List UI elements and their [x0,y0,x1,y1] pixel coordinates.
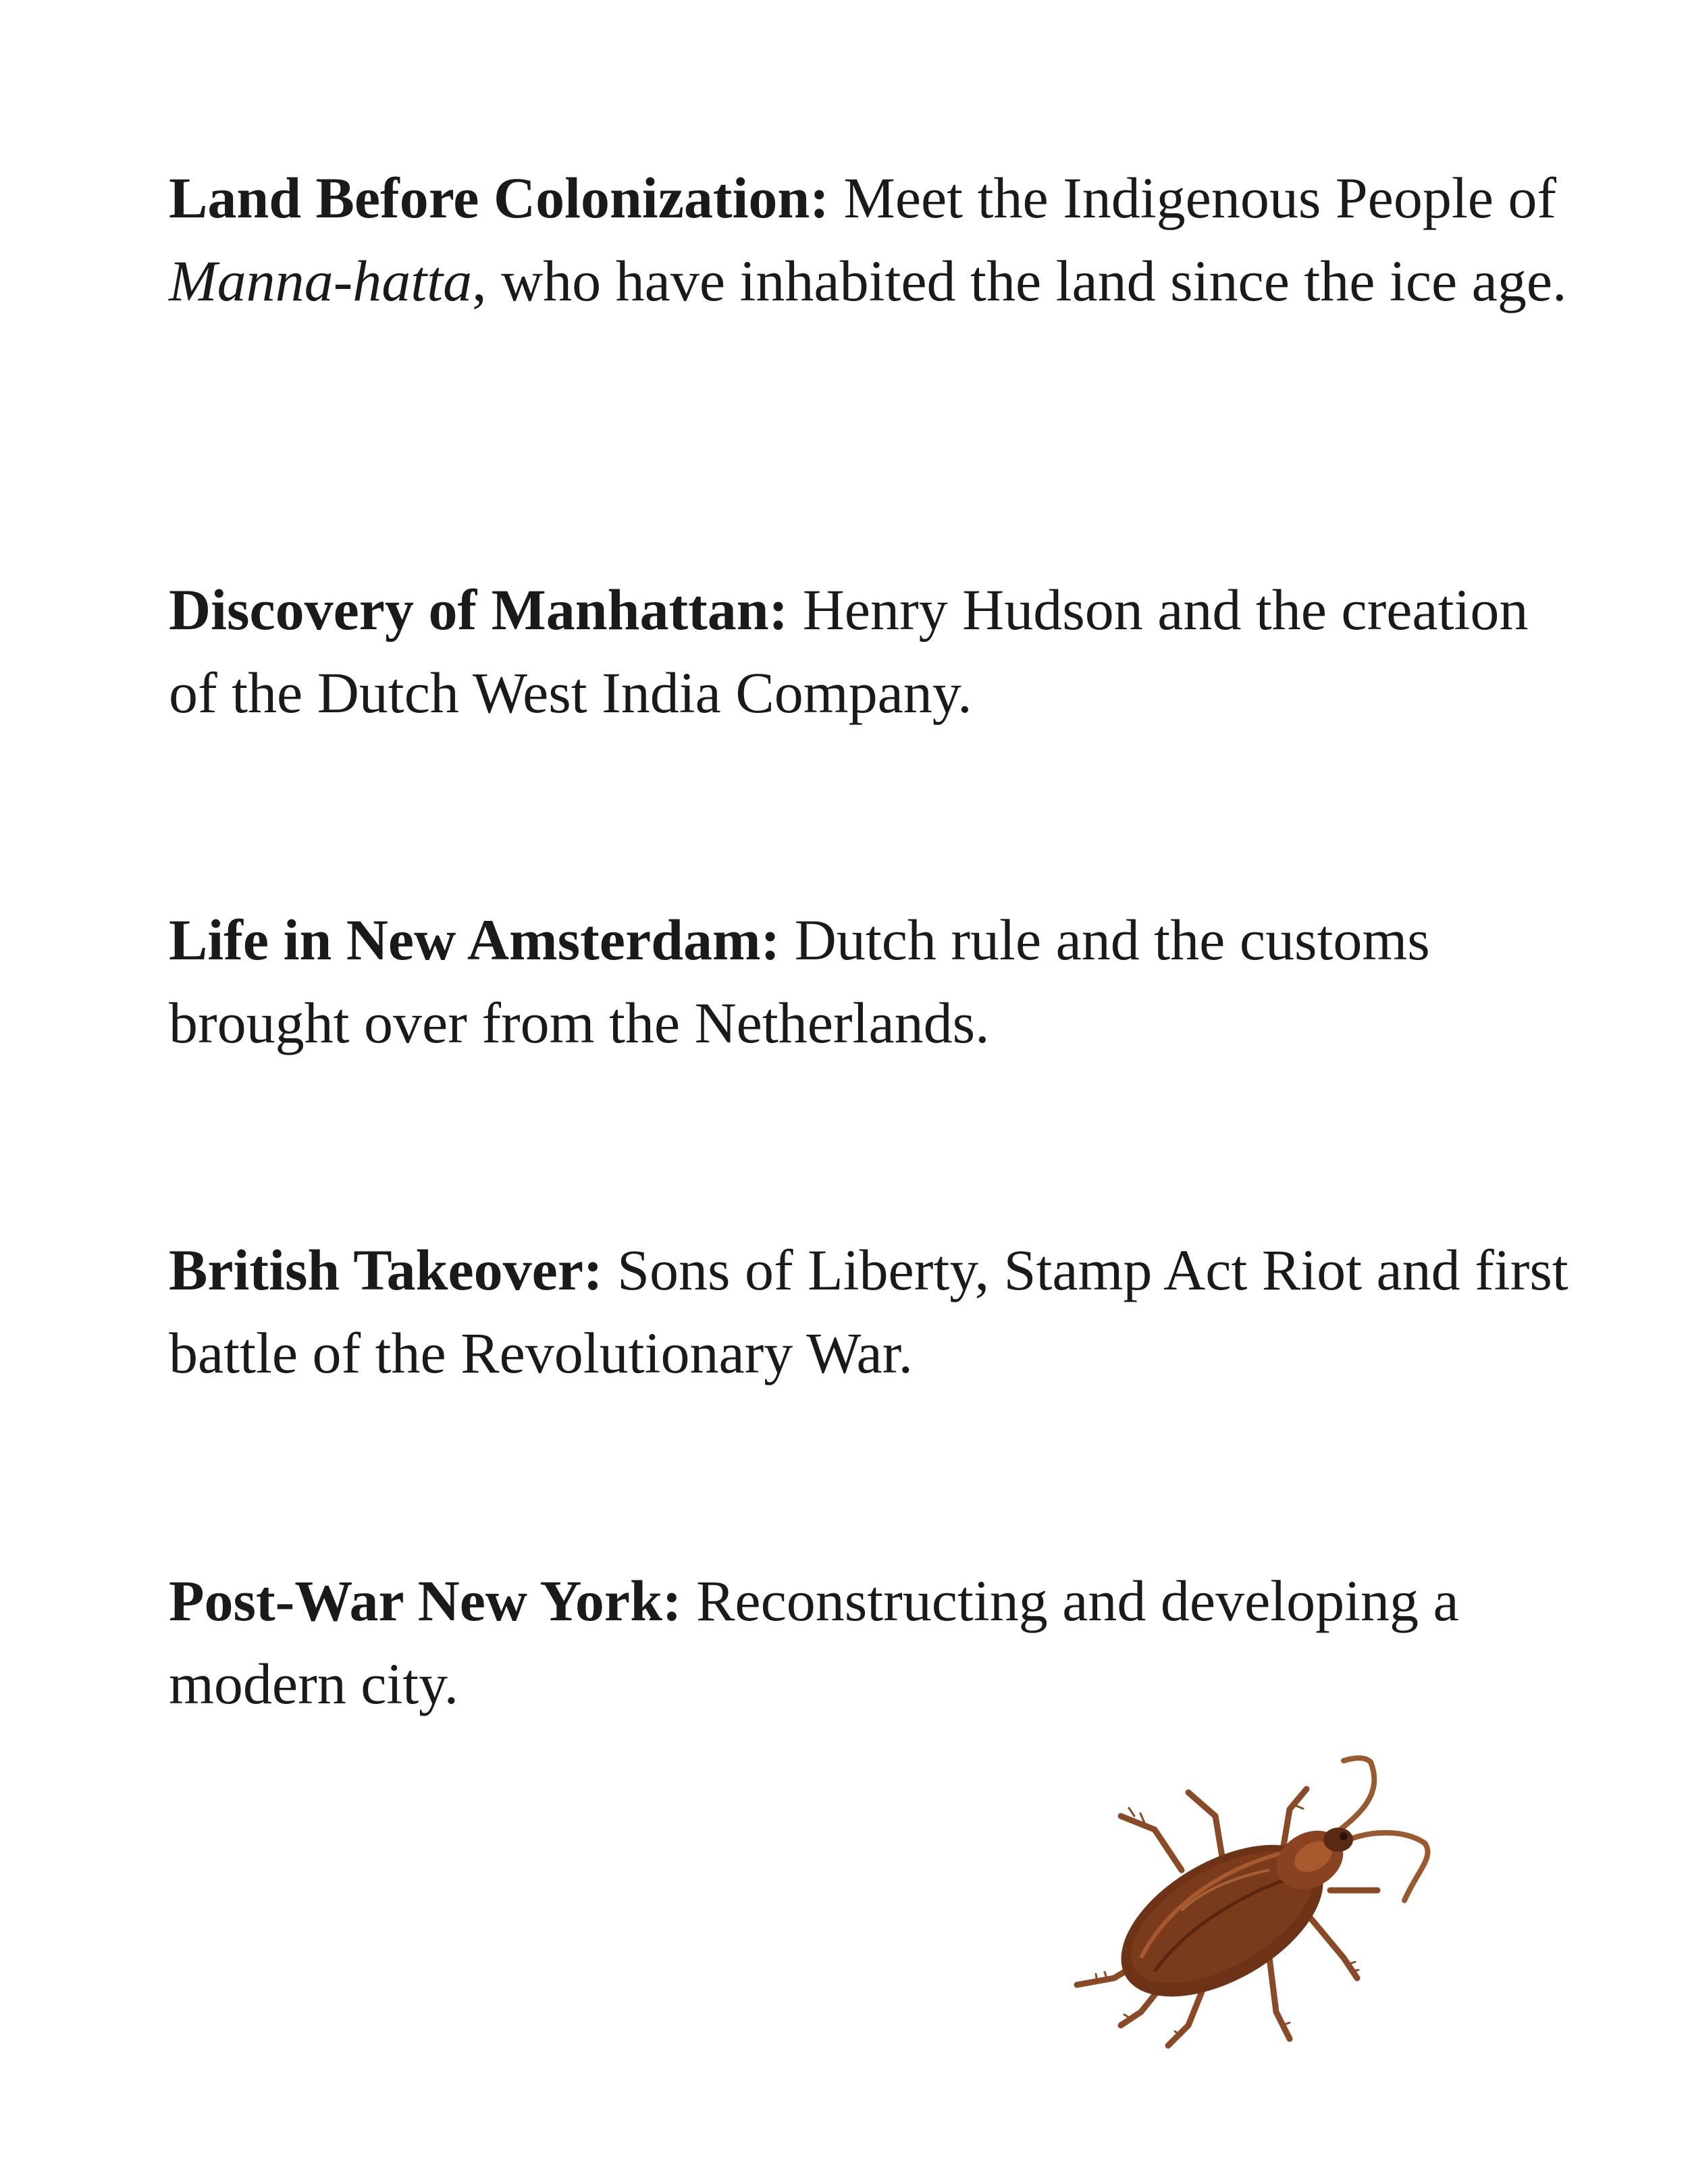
entry-text: Meet the Indigenous People of [828,165,1557,230]
entry-text: Sons of Liberty, Stamp Act Riot and first battle of the Revolutionary War. [169,1237,1568,1385]
entry-post-war-new-york [169,1560,1573,1726]
entry-heading: Post-War New York: [169,1568,682,1633]
entry-heading: British Takeover: [169,1237,603,1302]
entry-text: Reconstructing and developing a modern city. [169,1568,1459,1716]
cockroach-illustration-icon [1067,1755,1445,2052]
entry-heading: Discovery of Manhattan: [169,577,789,642]
entry-heading: Life in New Amsterdam: [169,907,781,972]
entry-text: Henry Hudson and the creation of the Dutch West India Company. [169,577,1529,725]
entry-text: Dutch rule and the customs brought over from the Netherlands. [169,907,1430,1055]
entry-emphasis: Manna-hatta [169,248,473,313]
entry-british-takeover [169,1229,1573,1395]
entry-discovery-of-manhattan [169,568,1573,735]
entry-life-in-new-amsterdam [169,899,1573,1065]
entry-text-continued: , who have inhabited the land since the ice age. [472,248,1567,313]
entry-heading: Land Before Colonization: [169,165,829,230]
entry-land-before-colonization [169,157,1573,323]
